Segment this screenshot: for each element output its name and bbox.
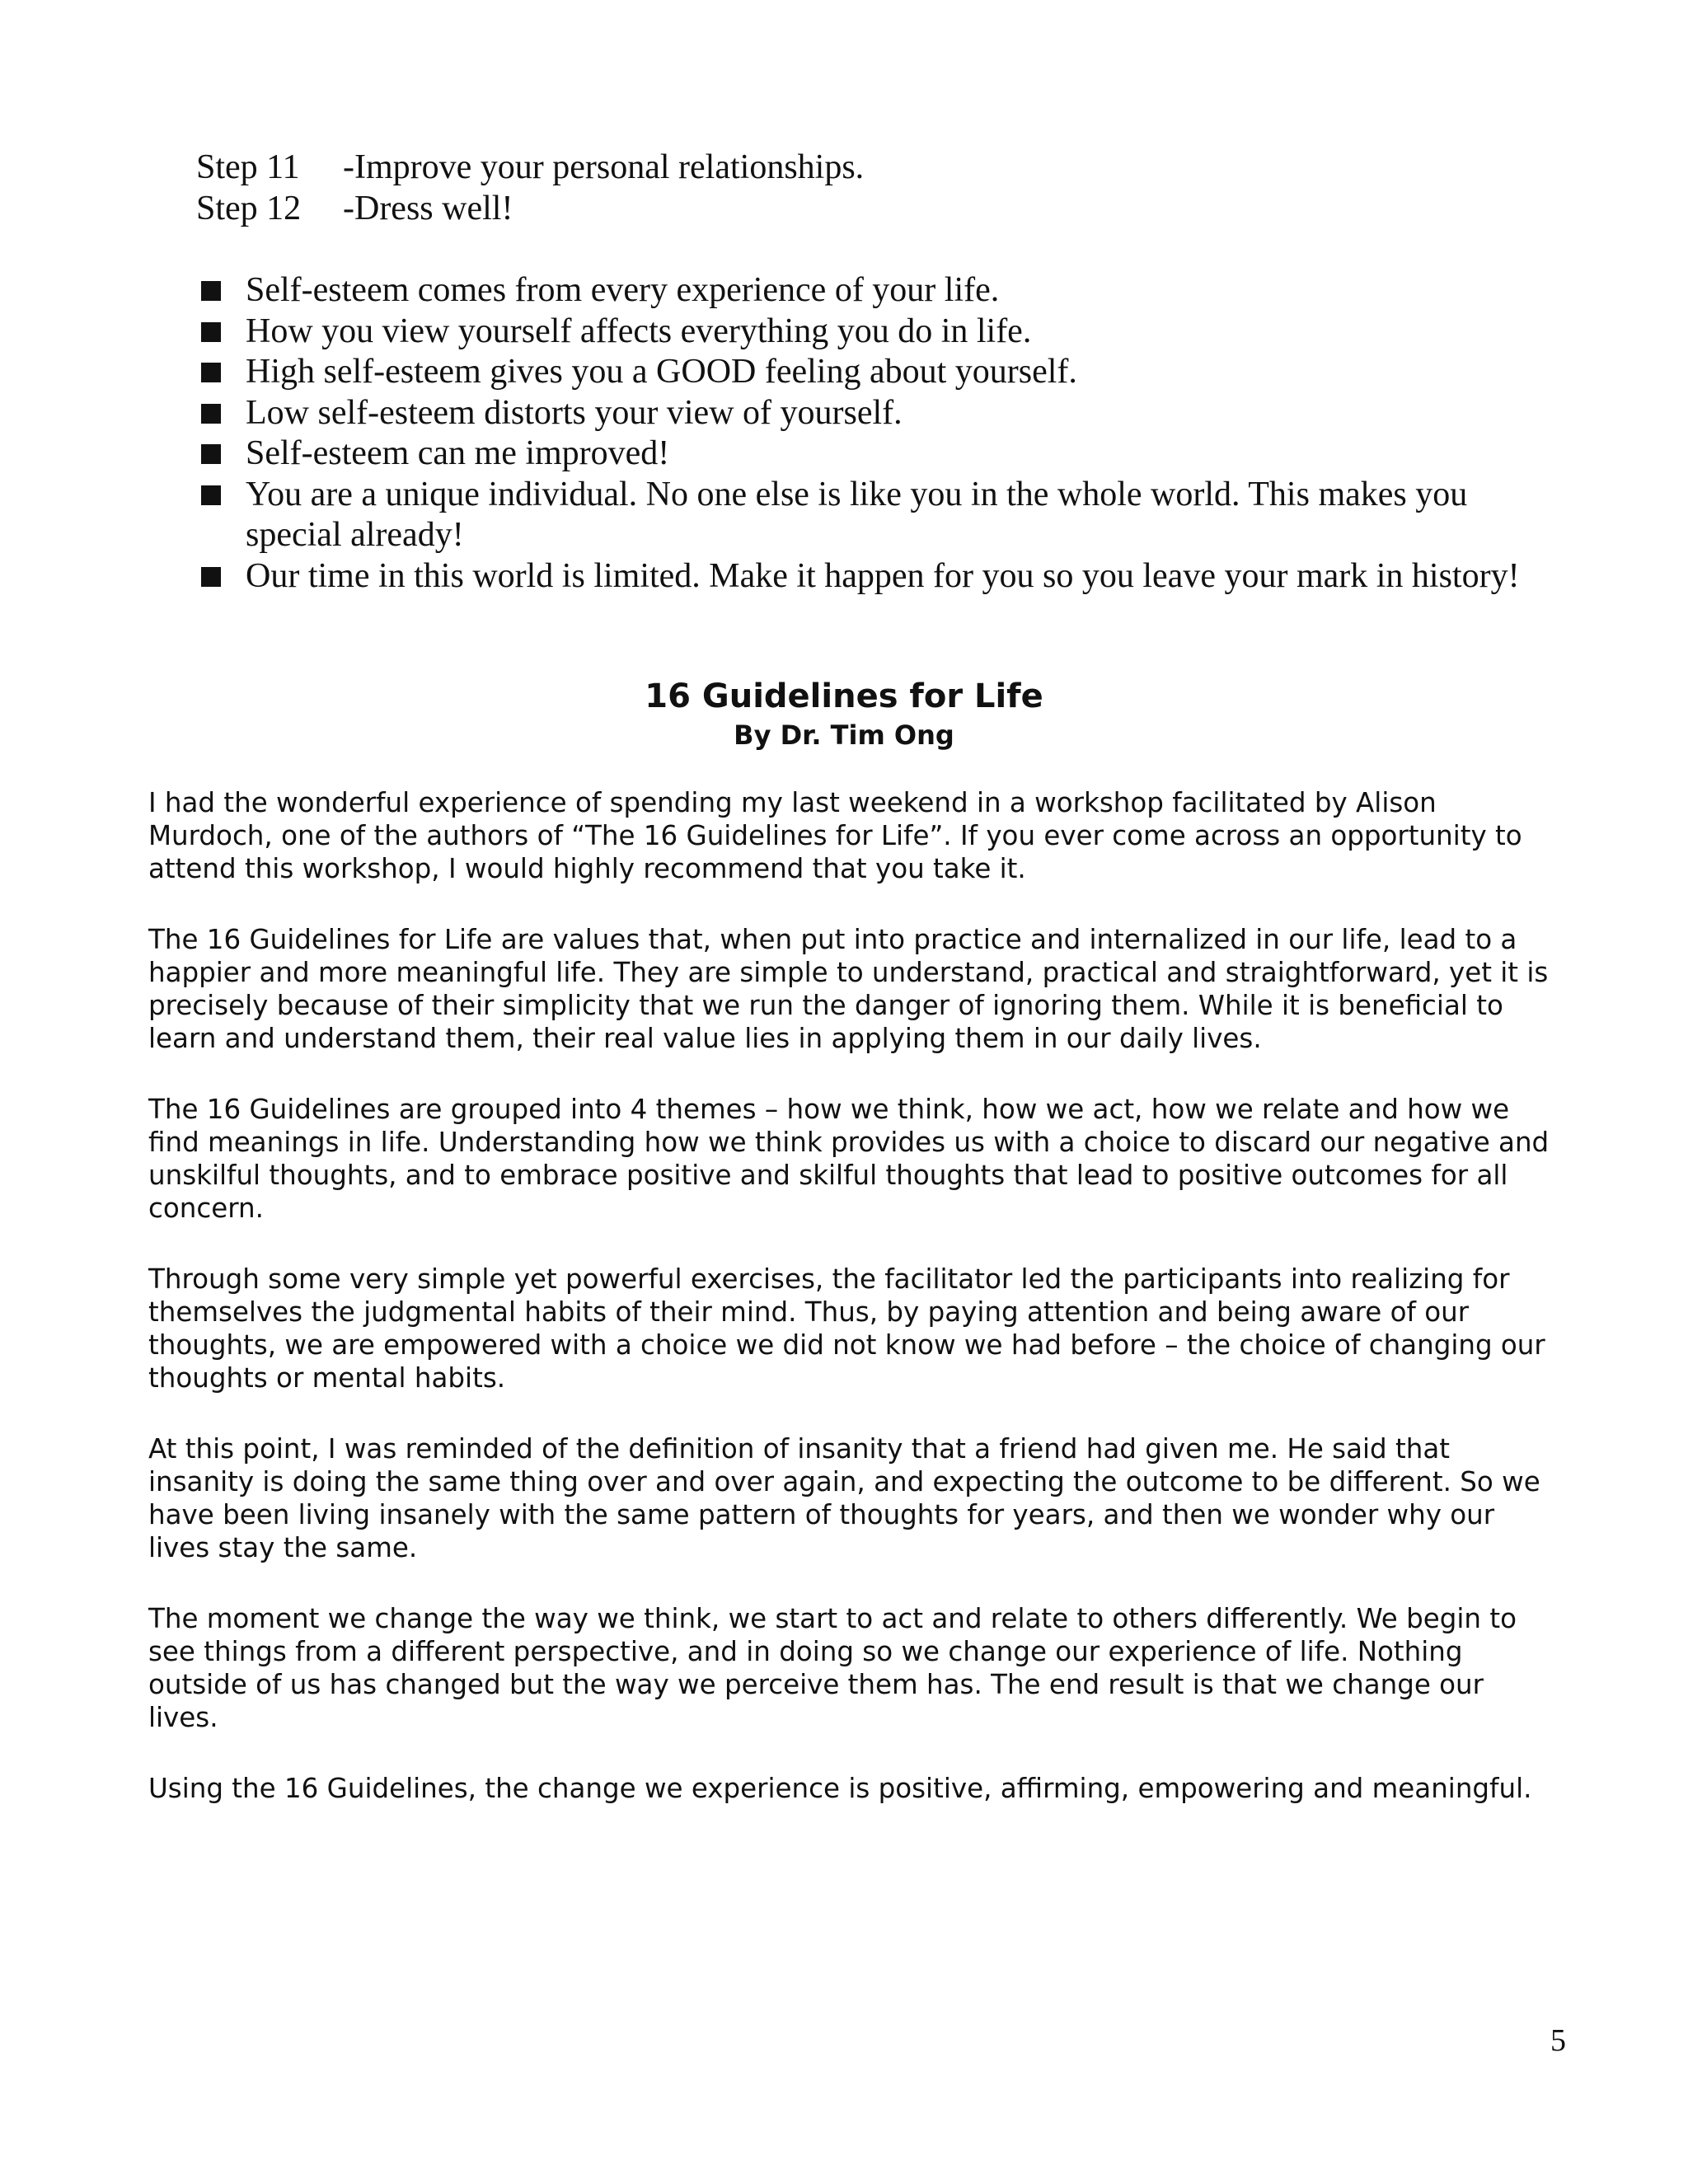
article-title: 16 Guidelines for Life — [645, 677, 1043, 715]
square-bullet-icon — [201, 281, 221, 301]
bullet-item — [198, 270, 1533, 312]
square-bullet-icon — [201, 363, 221, 382]
bullet-text: You are a unique individual. No one else is like you in the whole world. This makes you special already! — [246, 475, 1468, 554]
square-bullet-icon — [201, 404, 221, 424]
bullet-item — [198, 352, 1533, 393]
bullet-item — [198, 312, 1533, 353]
article-body — [148, 786, 1550, 1843]
body-paragraph: The 16 Guidelines for Life are values that, when put into practice and internalized in our life, lead to a happier and more meaningful life. They are simple to understand, practical and straightforward, yet it is precisely because of their simplicity that we run the danger of ignoring them. While it is beneficial to learn and understand them, their real value lies in applying them in our daily lives. — [148, 924, 1549, 1054]
body-paragraph: At this point, I was reminded of the definition of insanity that a friend had given me. He said that insanity is doing the same thing over and over again, and expecting the outcome to be different. So we have been living insanely with the same pattern of thoughts for years, and then we wonder why our lives stay the same. — [148, 1433, 1540, 1563]
step-text: -Improve your personal relationships. — [343, 148, 865, 186]
bullet-text: Low self-esteem distorts your view of yourself. — [246, 393, 903, 432]
steps-list — [196, 147, 864, 229]
page-number: 5 — [1550, 2023, 1566, 2058]
bullet-item — [198, 434, 1533, 475]
article-byline: By Dr. Tim Ong — [734, 719, 954, 751]
bullet-text: Our time in this world is limited. Make it happen for you so you leave your mark in history! — [246, 556, 1520, 595]
step-text: -Dress well! — [343, 190, 513, 227]
square-bullet-icon — [201, 444, 221, 464]
self-esteem-bullet-list — [198, 270, 1533, 597]
bullet-text: High self-esteem gives you a GOOD feeling about yourself. — [246, 353, 1077, 391]
body-paragraph: Through some very simple yet powerful exercises, the facilitator led the participants into realizing for themselves the judgmental habits of their mind. Thus, by paying attention and being aware of our thoughts, we are empowered with a choice we did not know we had before – the choice of changing our thoughts or mental habits. — [148, 1263, 1545, 1394]
step-item — [196, 147, 864, 188]
bullet-text: How you view yourself affects everything you do in life. — [246, 312, 1032, 350]
square-bullet-icon — [201, 485, 221, 505]
step-number: Step 12 — [196, 190, 302, 227]
bullet-item — [198, 393, 1533, 434]
bullet-item — [198, 475, 1533, 556]
step-number: Step 11 — [196, 148, 300, 186]
step-item — [196, 188, 864, 229]
body-paragraph: Using the 16 Guidelines, the change we experience is positive, affirming, empowering and meaningful. — [148, 1773, 1532, 1804]
body-paragraph: I had the wonderful experience of spending my last weekend in a workshop facilitated by Alison Murdoch, one of the authors of “The 16 Guidelines for Life”. If you ever come across an opportunity to attend this workshop, I would highly recommend that you take it. — [148, 787, 1522, 884]
bullet-text: Self-esteem can me improved! — [246, 434, 670, 472]
bullet-item — [198, 556, 1533, 598]
square-bullet-icon — [201, 322, 221, 342]
bullet-text: Self-esteem comes from every experience of your life. — [246, 271, 1000, 309]
square-bullet-icon — [201, 567, 221, 587]
body-paragraph: The moment we change the way we think, we start to act and relate to others differently. We begin to see things from a different perspective, and in doing so we change our experience of life. Nothing outside of us has changed but the way we perceive them has. The end result is that we change our lives. — [148, 1603, 1517, 1733]
body-paragraph: The 16 Guidelines are grouped into 4 themes – how we think, how we act, how we relate and how we find meanings in life. Understanding how we think provides us with a choice to discard our negative and unskilful thoughts, and to embrace positive and skilful thoughts that lead to positive outcomes for all concern. — [148, 1094, 1550, 1224]
